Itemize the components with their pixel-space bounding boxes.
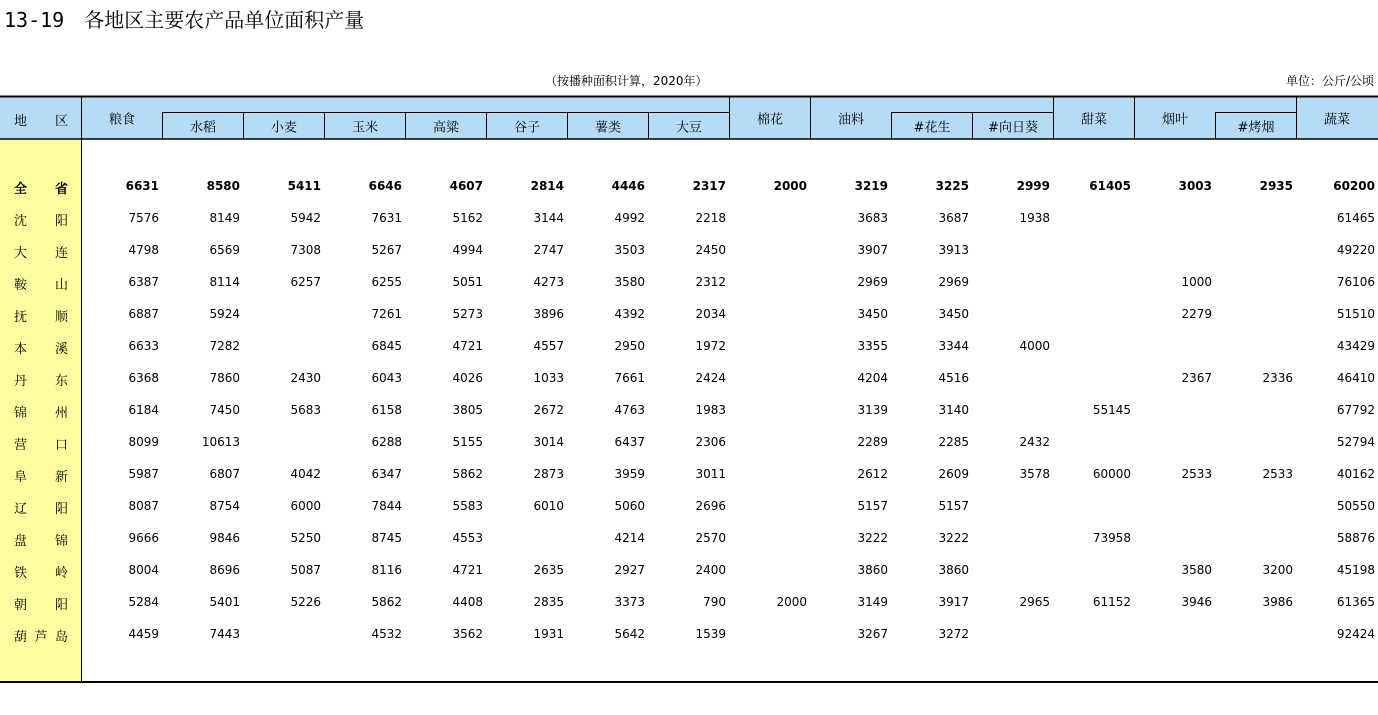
table-cell: 2747 xyxy=(533,243,564,257)
table-cell: 6158 xyxy=(371,403,402,417)
table-cell: 5583 xyxy=(452,499,483,513)
table-cell: 50550 xyxy=(1336,499,1375,513)
table-cell: 4721 xyxy=(452,563,483,577)
table-cell: 7860 xyxy=(209,371,240,385)
table-cell: 4408 xyxy=(452,595,483,609)
table-cell: 2570 xyxy=(695,531,726,545)
table-cell: 5273 xyxy=(452,307,483,321)
table-cell: 3373 xyxy=(614,595,645,609)
region-name xyxy=(14,530,68,549)
region-name-text: 葫芦岛 xyxy=(14,630,68,645)
table-cell: 3580 xyxy=(1181,563,1212,577)
table-cell: 6288 xyxy=(371,435,402,449)
table-cell: 5162 xyxy=(452,211,483,225)
table-cell: 1931 xyxy=(533,627,564,641)
table-cell: 49220 xyxy=(1336,243,1375,257)
table-cell: 2950 xyxy=(614,339,645,353)
header-sorghum: 高粱 xyxy=(432,120,460,136)
table-cell: 4000 xyxy=(1019,339,1050,353)
table-cell: 76106 xyxy=(1336,275,1375,289)
table-cell: 2533 xyxy=(1262,467,1293,481)
region-name-text: 沈 阳 xyxy=(14,214,68,229)
table-cell: 5642 xyxy=(614,627,645,641)
table-cell: 2935 xyxy=(1259,179,1293,193)
table-cell: 1983 xyxy=(695,403,726,417)
header-tubers: 薯类 xyxy=(594,120,622,136)
region-name-text: 铁 岭 xyxy=(14,566,68,581)
table-cell: 6845 xyxy=(371,339,402,353)
table-cell: 6010 xyxy=(533,499,564,513)
region-name-text: 鞍 山 xyxy=(14,278,68,293)
table-cell: 4607 xyxy=(449,179,483,193)
table-cell: 2285 xyxy=(938,435,969,449)
table-cell: 6887 xyxy=(128,307,159,321)
header-beet: 甜菜 xyxy=(1080,112,1108,128)
table-cell: 2317 xyxy=(692,179,726,193)
table-cell: 6000 xyxy=(290,499,321,513)
table-cell: 5411 xyxy=(287,179,321,193)
table-cell: 3225 xyxy=(935,179,969,193)
header-cotton: 棉花 xyxy=(756,112,784,128)
table-cell: 3503 xyxy=(614,243,645,257)
table-cell: 60000 xyxy=(1092,467,1131,481)
header-cured-tobacco: #烤烟 xyxy=(1237,120,1275,136)
table-cell: 3219 xyxy=(854,179,888,193)
region-name xyxy=(14,178,68,197)
table-cell: 790 xyxy=(703,595,726,609)
table-cell: 7661 xyxy=(614,371,645,385)
table-cell: 1938 xyxy=(1019,211,1050,225)
table-cell: 6569 xyxy=(209,243,240,257)
table-cell: 8149 xyxy=(209,211,240,225)
table-cell: 7450 xyxy=(209,403,240,417)
table-cell: 2533 xyxy=(1181,467,1212,481)
table-cell: 51510 xyxy=(1336,307,1375,321)
table-cell: 3986 xyxy=(1262,595,1293,609)
table-cell: 61365 xyxy=(1336,595,1375,609)
table-cell: 3222 xyxy=(938,531,969,545)
table-cell: 4557 xyxy=(533,339,564,353)
table-cell: 2430 xyxy=(290,371,321,385)
header-peanut: #花生 xyxy=(913,120,951,136)
table-cell: 3959 xyxy=(614,467,645,481)
table-cell: 5250 xyxy=(290,531,321,545)
region-name-text: 朝 阳 xyxy=(14,598,68,613)
region-name xyxy=(14,370,68,389)
table-cell: 45198 xyxy=(1336,563,1375,577)
table-cell: 6437 xyxy=(614,435,645,449)
region-name xyxy=(14,242,68,261)
table-cell: 7308 xyxy=(290,243,321,257)
table-cell: 4553 xyxy=(452,531,483,545)
table-cell: 6633 xyxy=(128,339,159,353)
table-cell: 7443 xyxy=(209,627,240,641)
header-rice: 水稻 xyxy=(189,120,217,136)
table-cell: 2336 xyxy=(1262,371,1293,385)
table-cell: 61465 xyxy=(1336,211,1375,225)
table-cell: 52794 xyxy=(1336,435,1375,449)
table-cell: 10613 xyxy=(201,435,240,449)
region-name-text: 全 省 xyxy=(14,182,68,197)
table-cell: 5155 xyxy=(452,435,483,449)
table-cell: 4446 xyxy=(611,179,645,193)
table-cell: 4273 xyxy=(533,275,564,289)
table-title-text: 各地区主要农产品单位面积产量 xyxy=(84,8,365,32)
table-cell: 5060 xyxy=(614,499,645,513)
table-cell: 3011 xyxy=(695,467,726,481)
table-cell: 46410 xyxy=(1336,371,1375,385)
table-cell: 7576 xyxy=(128,211,159,225)
table-cell: 3144 xyxy=(533,211,564,225)
table-cell: 2969 xyxy=(938,275,969,289)
table-cell: 5226 xyxy=(290,595,321,609)
table-cell: 2969 xyxy=(857,275,888,289)
header-soybean: 大豆 xyxy=(675,120,703,136)
table-cell: 3344 xyxy=(938,339,969,353)
region-name xyxy=(14,210,68,229)
table-cell: 3896 xyxy=(533,307,564,321)
table-cell: 4204 xyxy=(857,371,888,385)
region-name-text: 丹 东 xyxy=(14,374,68,389)
table-cell: 4798 xyxy=(128,243,159,257)
region-name xyxy=(14,402,68,421)
table-cell: 43429 xyxy=(1336,339,1375,353)
table-cell: 60200 xyxy=(1333,179,1375,193)
region-name-text: 辽 阳 xyxy=(14,502,68,517)
table-cell: 4721 xyxy=(452,339,483,353)
header-grain: 粮食 xyxy=(108,112,136,128)
table-subtitle: （按播种面积计算，2020年） xyxy=(545,74,708,88)
table-cell: 3860 xyxy=(938,563,969,577)
table-cell: 4992 xyxy=(614,211,645,225)
table-cell: 4214 xyxy=(614,531,645,545)
header-tobacco: 烟叶 xyxy=(1161,112,1189,128)
table-cell: 2000 xyxy=(773,179,807,193)
region-name xyxy=(14,594,68,613)
table-cell: 61405 xyxy=(1089,179,1131,193)
table-cell: 3687 xyxy=(938,211,969,225)
table-cell: 6387 xyxy=(128,275,159,289)
table-cell: 8696 xyxy=(209,563,240,577)
table-cell: 3562 xyxy=(452,627,483,641)
table-cell: 8099 xyxy=(128,435,159,449)
region-name xyxy=(14,274,68,293)
table-cell: 3450 xyxy=(938,307,969,321)
table-cell: 92424 xyxy=(1336,627,1375,641)
region-name-text: 营 口 xyxy=(14,438,68,453)
table-cell: 5862 xyxy=(452,467,483,481)
table-cell: 1972 xyxy=(695,339,726,353)
table-cell: 8004 xyxy=(128,563,159,577)
table-cell: 8087 xyxy=(128,499,159,513)
table-cell: 3222 xyxy=(857,531,888,545)
header-wheat: 小麦 xyxy=(270,120,298,136)
region-name xyxy=(14,466,68,485)
table-cell: 6347 xyxy=(371,467,402,481)
table-cell: 2312 xyxy=(695,275,726,289)
region-name-text: 本 溪 xyxy=(14,342,68,357)
table-cell: 6043 xyxy=(371,371,402,385)
region-name xyxy=(14,498,68,517)
table-cell: 5683 xyxy=(290,403,321,417)
header-sunflower: #向日葵 xyxy=(988,120,1038,136)
table-cell: 5051 xyxy=(452,275,483,289)
table-cell: 6184 xyxy=(128,403,159,417)
table-cell: 3578 xyxy=(1019,467,1050,481)
table-cell: 3913 xyxy=(938,243,969,257)
table-cell: 3580 xyxy=(614,275,645,289)
table-cell: 2450 xyxy=(695,243,726,257)
table-cell: 6646 xyxy=(368,179,402,193)
table-cell: 4026 xyxy=(452,371,483,385)
table-cell: 6631 xyxy=(125,179,159,193)
table-cell: 4763 xyxy=(614,403,645,417)
region-name-text: 大 连 xyxy=(14,246,68,261)
table-cell: 58876 xyxy=(1336,531,1375,545)
table-cell: 4516 xyxy=(938,371,969,385)
table-cell: 2696 xyxy=(695,499,726,513)
table-cell: 3149 xyxy=(857,595,888,609)
region-name-text: 抚 顺 xyxy=(14,310,68,325)
table-cell: 2034 xyxy=(695,307,726,321)
table-cell: 3907 xyxy=(857,243,888,257)
table-cell: 4994 xyxy=(452,243,483,257)
table-cell: 2635 xyxy=(533,563,564,577)
table-cell: 3805 xyxy=(452,403,483,417)
table-cell: 3014 xyxy=(533,435,564,449)
table-cell: 7631 xyxy=(371,211,402,225)
table-cell: 8754 xyxy=(209,499,240,513)
table-cell: 2367 xyxy=(1181,371,1212,385)
table-cell: 5284 xyxy=(128,595,159,609)
table-cell: 2672 xyxy=(533,403,564,417)
table-cell: 8745 xyxy=(371,531,402,545)
table-cell: 2424 xyxy=(695,371,726,385)
table-cell: 3267 xyxy=(857,627,888,641)
table-cell: 9846 xyxy=(209,531,240,545)
table-number: 13-19 xyxy=(4,8,65,32)
table-cell: 8116 xyxy=(371,563,402,577)
table-cell: 3683 xyxy=(857,211,888,225)
table-cell: 5157 xyxy=(857,499,888,513)
table-cell: 3355 xyxy=(857,339,888,353)
table-cell: 6257 xyxy=(290,275,321,289)
table-cell: 55145 xyxy=(1092,403,1131,417)
table-cell: 40162 xyxy=(1336,467,1375,481)
table-cell: 2612 xyxy=(857,467,888,481)
table-cell: 5942 xyxy=(290,211,321,225)
table-cell: 4392 xyxy=(614,307,645,321)
table-cell: 2835 xyxy=(533,595,564,609)
table-cell: 3003 xyxy=(1178,179,1212,193)
table-cell: 9666 xyxy=(128,531,159,545)
table-cell: 67792 xyxy=(1336,403,1375,417)
table-cell: 6368 xyxy=(128,371,159,385)
table-cell: 61152 xyxy=(1092,595,1131,609)
region-name xyxy=(14,626,68,645)
table-cell: 3917 xyxy=(938,595,969,609)
table-cell: 4042 xyxy=(290,467,321,481)
table-cell: 2218 xyxy=(695,211,726,225)
header-millet: 谷子 xyxy=(513,120,541,136)
table-cell: 73958 xyxy=(1092,531,1131,545)
table-cell: 2927 xyxy=(614,563,645,577)
table-cell: 3140 xyxy=(938,403,969,417)
table-cell: 5267 xyxy=(371,243,402,257)
table-cell: 1539 xyxy=(695,627,726,641)
table-cell: 2000 xyxy=(776,595,807,609)
table-cell: 6255 xyxy=(371,275,402,289)
table-cell: 2965 xyxy=(1019,595,1050,609)
unit-label: 单位：公斤/公顷 xyxy=(1285,74,1374,88)
header-oil: 油料 xyxy=(837,112,865,128)
region-name-text: 锦 州 xyxy=(14,406,68,421)
table-cell: 5862 xyxy=(371,595,402,609)
table-cell: 8580 xyxy=(206,179,240,193)
region-name-text: 阜 新 xyxy=(14,470,68,485)
table-cell: 6807 xyxy=(209,467,240,481)
table-cell: 7282 xyxy=(209,339,240,353)
region-name xyxy=(14,338,68,357)
table-cell: 5987 xyxy=(128,467,159,481)
table-cell: 3946 xyxy=(1181,595,1212,609)
table-cell: 2814 xyxy=(530,179,564,193)
table-cell: 5924 xyxy=(209,307,240,321)
header-region xyxy=(14,110,68,129)
table-cell: 4459 xyxy=(128,627,159,641)
table-cell: 7261 xyxy=(371,307,402,321)
table-cell: 2289 xyxy=(857,435,888,449)
table-cell: 3200 xyxy=(1262,563,1293,577)
table-cell: 2609 xyxy=(938,467,969,481)
table-cell: 2306 xyxy=(695,435,726,449)
table-cell: 3860 xyxy=(857,563,888,577)
header-region-label: 地 区 xyxy=(14,114,68,129)
table-cell: 2999 xyxy=(1016,179,1050,193)
table-cell: 2279 xyxy=(1181,307,1212,321)
region-name xyxy=(14,306,68,325)
region-name xyxy=(14,434,68,453)
region-name xyxy=(14,562,68,581)
header-corn: 玉米 xyxy=(351,120,379,136)
table-cell: 4532 xyxy=(371,627,402,641)
region-name-text: 盘 锦 xyxy=(14,534,68,549)
table-cell: 5401 xyxy=(209,595,240,609)
table-cell: 5087 xyxy=(290,563,321,577)
table-cell: 3450 xyxy=(857,307,888,321)
table-cell: 3272 xyxy=(938,627,969,641)
header-vegetables: 蔬菜 xyxy=(1323,112,1351,128)
table-cell: 1033 xyxy=(533,371,564,385)
table-cell: 2432 xyxy=(1019,435,1050,449)
table-cell: 5157 xyxy=(938,499,969,513)
table-cell: 8114 xyxy=(209,275,240,289)
table-title xyxy=(4,4,364,33)
table-cell: 1000 xyxy=(1181,275,1212,289)
table-cell: 2873 xyxy=(533,467,564,481)
table-cell: 7844 xyxy=(371,499,402,513)
table-cell: 2400 xyxy=(695,563,726,577)
table-cell: 3139 xyxy=(857,403,888,417)
